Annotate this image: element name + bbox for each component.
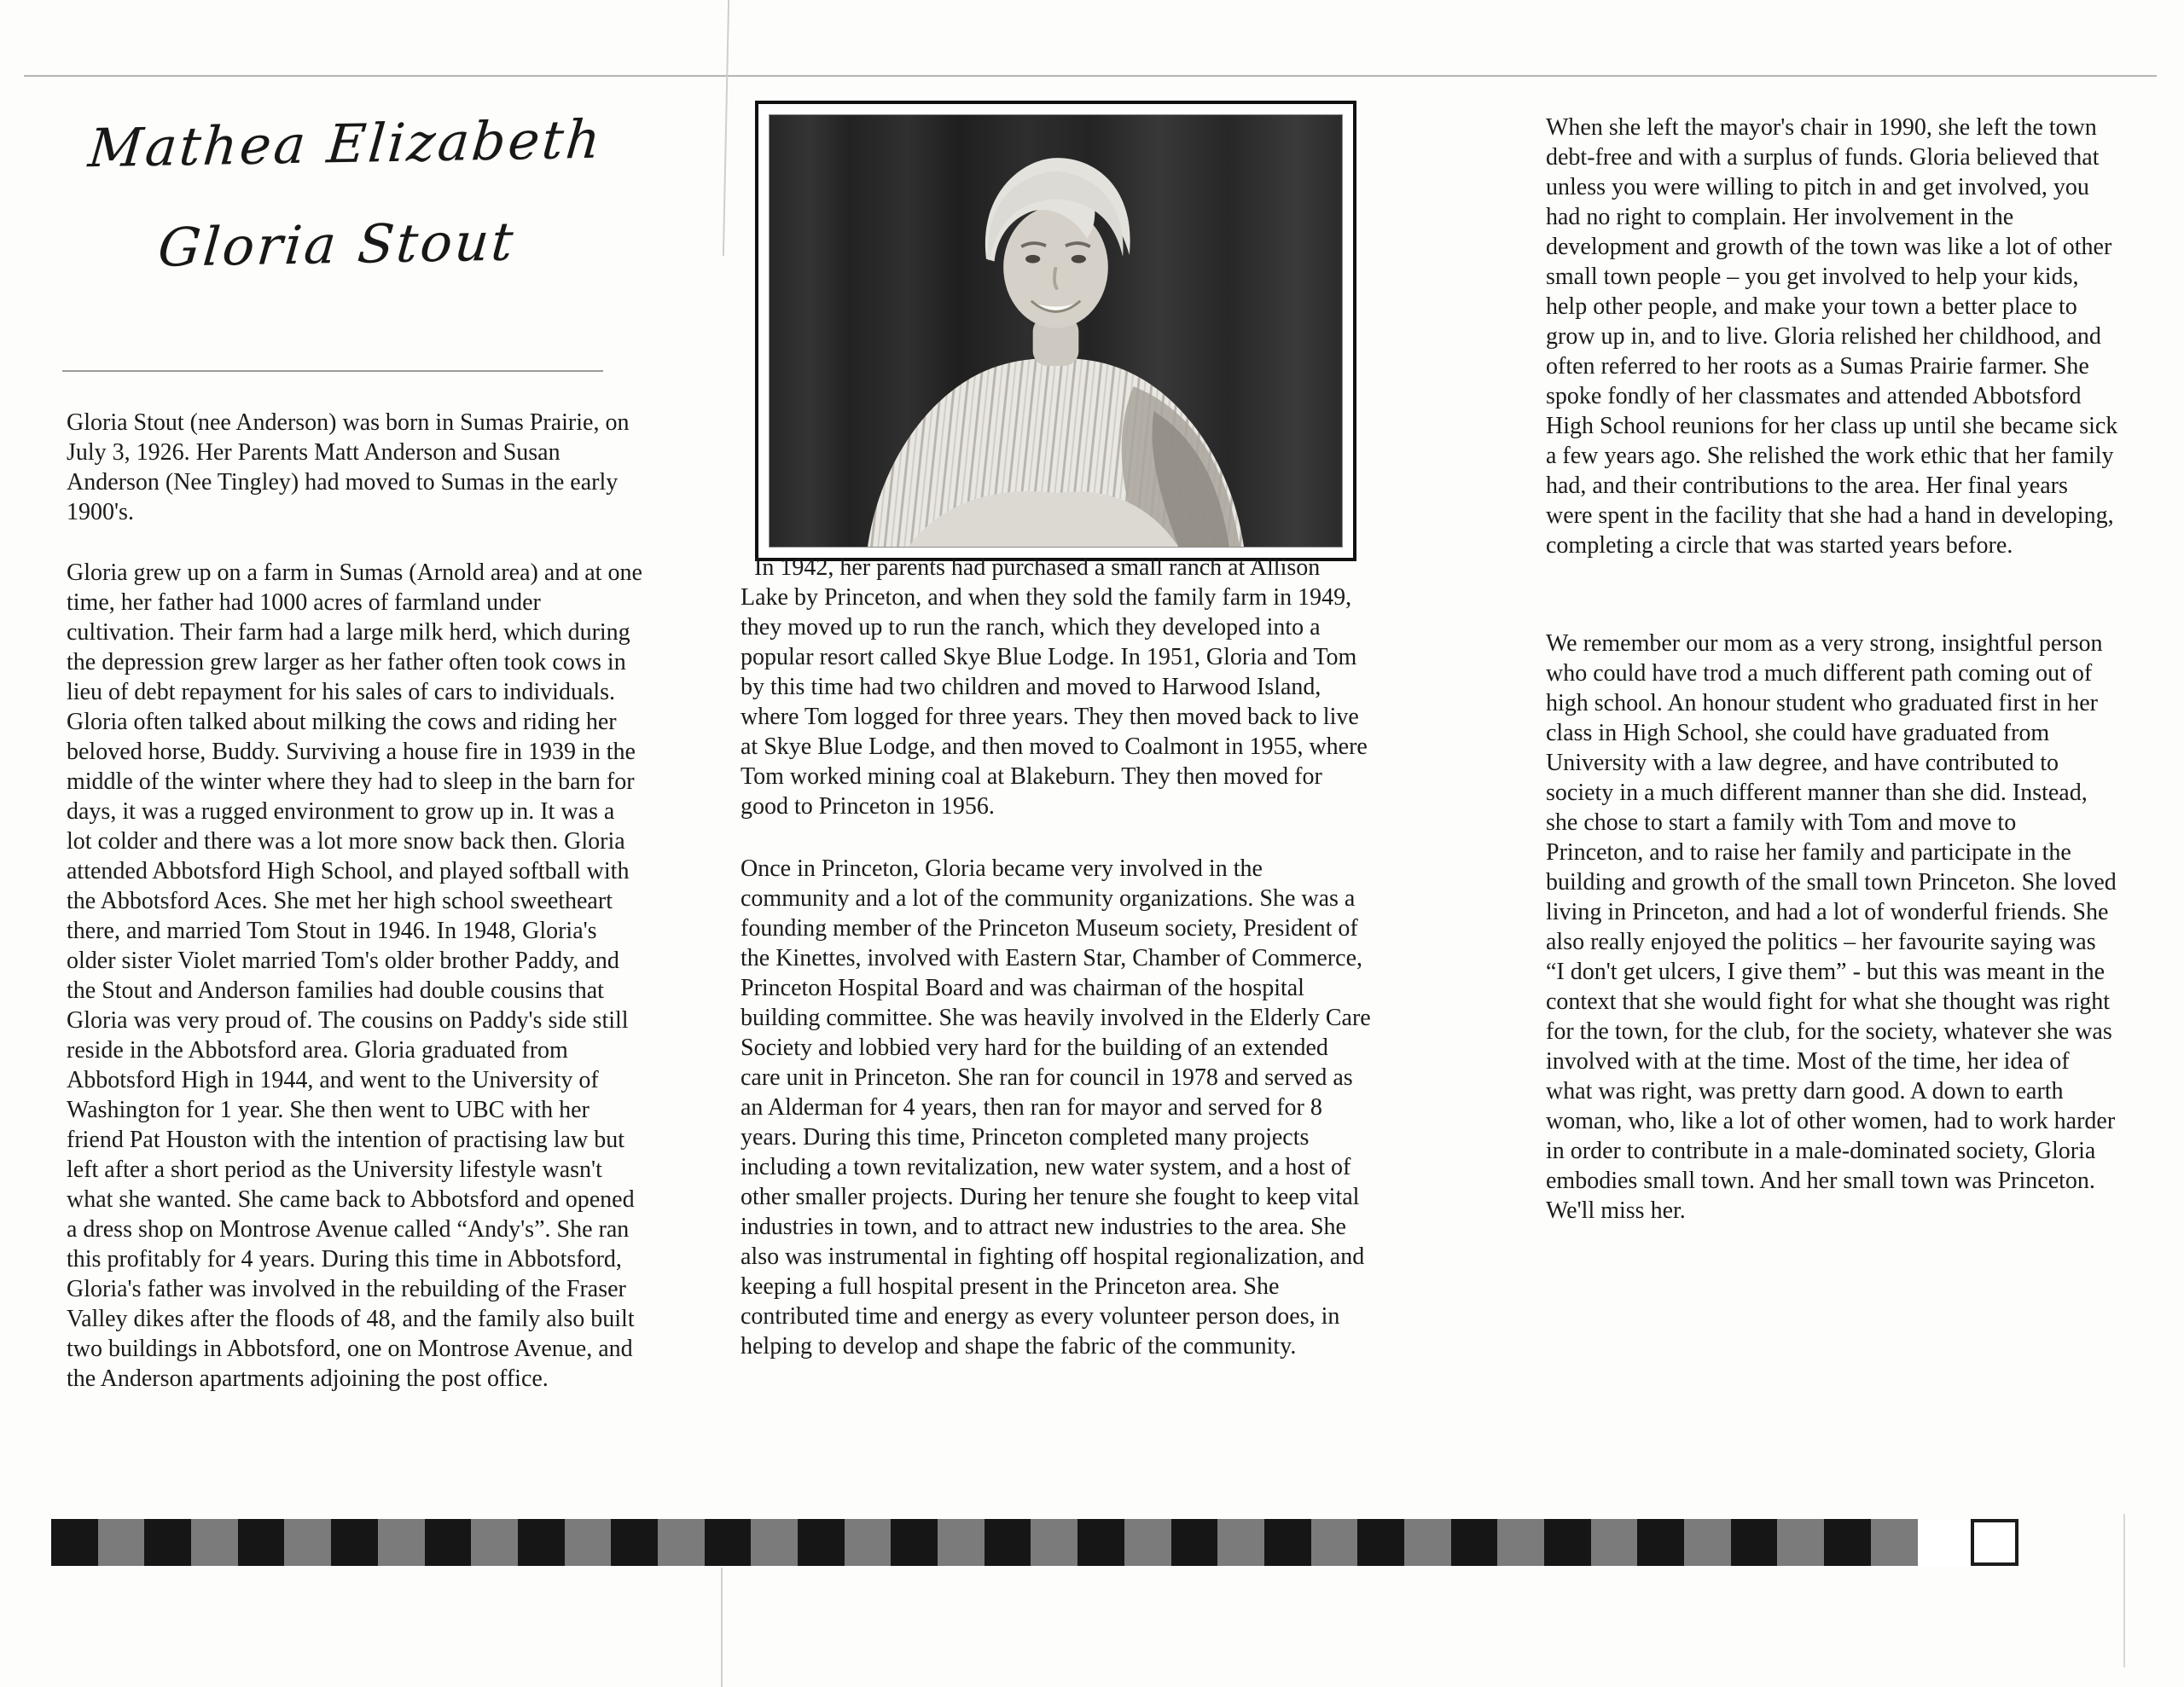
- calibration-square: [98, 1519, 145, 1566]
- calibration-square: [658, 1519, 705, 1566]
- calibration-square: [191, 1519, 238, 1566]
- calibration-square: [1591, 1519, 1638, 1566]
- calibration-square: [425, 1519, 472, 1566]
- calibration-square: [144, 1519, 191, 1566]
- calibration-square: [705, 1519, 752, 1566]
- calibration-square: [1124, 1519, 1171, 1566]
- calibration-square: [1311, 1519, 1358, 1566]
- left-paragraph-1: Gloria Stout (nee Anderson) was born in Sumas Prairie, on July 3, 1926. Her Parents Matt Anderson and Susan Anderson (Nee Tingley) had moved to Sumas in the early 1900's.: [67, 409, 630, 525]
- left-paragraph-2: Gloria grew up on a farm in Sumas (Arnold area) and at one time, her father had 1000 acres of farmland under cultivation. Their farm had a large milk herd, which during the depression grew larger as her father often took cows in lieu of debt repayment for his sales of cars to individuals. Gloria often talked about milking the cows and riding her beloved horse, Buddy. Surviving a house fire in 1939 in the middle of the winter where they had to sleep in the barn for days, it was a rugged environment to grow up in. It was a lot colder and there was a lot more snow back then. Gloria attended Abbotsford High School, and played softball with the Abbotsford Aces. She met her high school sweetheart there, and married Tom Stout in 1946. In 1948, Gloria's older sister Violet married Tom's older brother Paddy, and the Stout and Anderson families had double cousins that Gloria was very proud of. The cousins on Paddy's side still reside in the Abbotsford area. Gloria graduated from Abbotsford High in 1944, and went to the University of Washington for 1 year. She then went to UBC with her friend Pat Houston with the intention of practising law but left after a short period as the University lifestyle wasn't what she wanted. She came back to Abbotsford and opened a dress shop on Montrose Avenue called “Andy's”. She ran this profitably for 4 years. During this time in Abbotsford, Gloria's father was involved in the rebuilding of the Fraser Valley dikes after the floods of 48, and the family also built two buildings in Abbotsford, one on Montrose Avenue, and the Anderson apartments adjoining the post office.: [67, 559, 642, 1392]
- calibration-square: [985, 1519, 1031, 1566]
- left-column: [67, 408, 645, 1394]
- middle-paragraph-2: Once in Princeton, Gloria became very involved in the community and a lot of the community organizations. She was a founding member of the Princeton Museum society, President of the Kinettes, involved with Eastern Star, Chamber of Commerce, Princeton Hospital Board and was chairman of the hospital building committee. She was heavily involved in the Elderly Care Society and lobbied very hard for the building of an extended care unit in Princeton. She ran for council in 1978 and served as an Alderman for 4 years, then ran for mayor and served for 8 years. During this time, Princeton completed many projects including a town revitalization, new water system, and a host of other smaller projects. During her tenure she fought to keep vital industries in town, and to attract new industries to the area. She also was instrumental in fighting off hospital regionalization, and keeping a full hospital present in the Princeton area. She contributed time and energy as every volunteer person does, in helping to develop and shape the fabric of the community.: [741, 855, 1371, 1359]
- page-title: [51, 89, 632, 300]
- calibration-square: [238, 1519, 285, 1566]
- calibration-square: [1684, 1519, 1731, 1566]
- calibration-square: [1637, 1519, 1684, 1566]
- calibration-square: [1451, 1519, 1498, 1566]
- calibration-square: [751, 1519, 798, 1566]
- calibration-square: [1217, 1519, 1264, 1566]
- scan-crease-bottom: [721, 1568, 723, 1687]
- calibration-square: [1497, 1519, 1544, 1566]
- calibration-square: [1871, 1519, 1918, 1566]
- right-column: [1546, 113, 2119, 1226]
- calibration-square: [471, 1519, 518, 1566]
- title-line-1: Mathea Elizabeth: [85, 107, 606, 180]
- calibration-square: [51, 1519, 98, 1566]
- top-divider-line: [24, 75, 2157, 77]
- calibration-bar-squares: [51, 1519, 1918, 1566]
- calibration-bar-gap: [1918, 1519, 1971, 1566]
- calibration-square: [1404, 1519, 1451, 1566]
- right-paragraph-2: We remember our mom as a very strong, insightful person who could have trod a much different path coming out of high school. An honour student who graduated first in her class in High School, she could have graduated from University with a law degree, and have contributed to society in a much different manner than she did. Instead, she chose to start a family with Tom and move to Princeton, and to raise her family and participate in the building and growth of the small town Princeton. She loved living in Princeton, and had a lot of wonderful friends. She also really enjoyed the politics – her favourite saying was “I don't get ulcers, I give them” - but this was meant in the context that she would fight for what she thought was right for the town, for the club, for the society, whatever she was involved with at the time. Most of the time, her idea of what was right, was pretty darn good. A down to earth woman, who, like a lot of other women, had to work harder in order to contribute in a male-dominated society, Gloria embodies small town. And her small town was Princeton. We'll miss her.: [1546, 630, 2117, 1224]
- calibration-square: [1031, 1519, 1077, 1566]
- calibration-bar: [51, 1519, 2018, 1566]
- middle-column: [741, 553, 1374, 1361]
- calibration-square: [1544, 1519, 1591, 1566]
- calibration-square: [938, 1519, 985, 1566]
- right-paragraph-1: When she left the mayor's chair in 1990, she left the town debt-free and with a surplus of funds. Gloria believed that unless you were willing to pitch in and get involved, you had no right to complain. Her involvement in the development and growth of the town was like a lot of other small town people – you get involved to help your kids, help other people, and make your town a better place to grow up in, and to live. Gloria relished her childhood, and often referred to her roots as a Sumas Prairie farmer. She spoke fondly of her classmates and attended Abbotsford High School reunions for her class up until she became sick a few years ago. She relished the work ethic that her family had, and their contributions to the area. Her final years were spent in the facility that she had a hand in developing, completing a circle that was started years before.: [1546, 114, 2118, 559]
- calibration-square: [1777, 1519, 1824, 1566]
- calibration-square: [1357, 1519, 1404, 1566]
- portrait-photo: [769, 114, 1343, 548]
- calibration-square: [891, 1519, 938, 1566]
- scan-crease-top: [723, 0, 729, 256]
- calibration-square: [1077, 1519, 1124, 1566]
- calibration-square: [284, 1519, 331, 1566]
- portrait-photo-frame: [755, 101, 1356, 561]
- calibration-square: [845, 1519, 892, 1566]
- calibration-square: [798, 1519, 845, 1566]
- calibration-square: [1264, 1519, 1311, 1566]
- title-line-2: Gloria Stout: [155, 210, 519, 279]
- title-divider-line: [62, 370, 603, 372]
- calibration-bar-end-square: [1971, 1519, 2018, 1566]
- middle-paragraph-1: In 1942, her parents had purchased a small ranch at Allison Lake by Princeton, and when they sold the family farm in 1949, they moved up to run the ranch, which they developed into a popular resort called Skye Blue Lodge. In 1951, Gloria and Tom by this time had two children and moved to Harwood Island, where Tom logged for three years. They then moved back to live at Skye Blue Lodge, and then moved to Coalmont in 1955, where Tom worked mining coal at Blakeburn. They then moved for good to Princeton in 1956.: [741, 554, 1368, 820]
- scan-crease-right: [2123, 1514, 2125, 1667]
- calibration-square: [378, 1519, 425, 1566]
- calibration-square: [611, 1519, 658, 1566]
- calibration-square: [518, 1519, 565, 1566]
- calibration-square: [1171, 1519, 1218, 1566]
- calibration-square: [331, 1519, 378, 1566]
- calibration-square: [1731, 1519, 1778, 1566]
- calibration-square: [1824, 1519, 1871, 1566]
- calibration-square: [565, 1519, 612, 1566]
